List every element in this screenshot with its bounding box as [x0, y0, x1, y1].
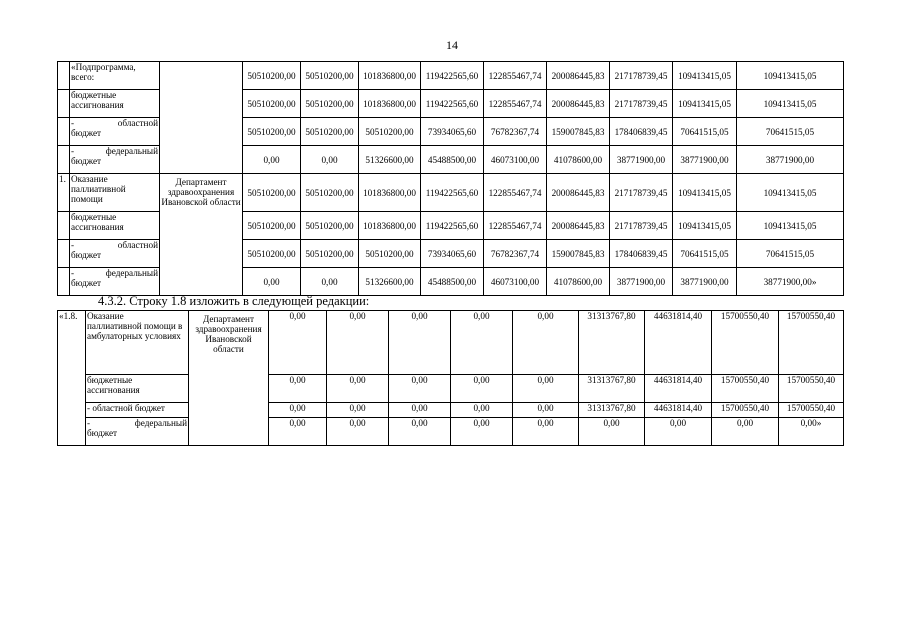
- row-number: [58, 62, 70, 90]
- value-cell: 0,00: [712, 418, 779, 446]
- row-number: 1.: [58, 174, 70, 212]
- value-cell: 122855467,74: [484, 62, 547, 90]
- value-cell: 0,00: [301, 146, 359, 174]
- row-number: [58, 90, 70, 118]
- row-name-dash: -: [71, 240, 75, 250]
- value-cell: 109413415,05: [737, 62, 844, 90]
- value-cell: 76782367,74: [484, 118, 547, 146]
- value-cell: 119422565,60: [421, 212, 484, 240]
- value-cell: 38771900,00»: [737, 268, 844, 296]
- value-cell: 70641515,05: [673, 118, 737, 146]
- value-cell: 41078600,00: [547, 268, 610, 296]
- table-row: [58, 62, 844, 90]
- row-name-text: Оказание паллиативной помощи: [71, 174, 126, 204]
- row-name: [70, 240, 160, 268]
- department-cell: Департамент здравоохранения Ивановской области: [160, 174, 243, 296]
- value-cell: 109413415,05: [737, 90, 844, 118]
- row-number: «1.8.: [58, 311, 86, 446]
- value-cell: 41078600,00: [547, 146, 610, 174]
- table-row: [58, 375, 844, 403]
- value-cell: 38771900,00: [737, 146, 844, 174]
- row-name-word: федеральный: [105, 146, 158, 156]
- value-cell: 73934065,60: [421, 240, 484, 268]
- row-name-line: [71, 146, 158, 156]
- value-cell: 119422565,60: [421, 90, 484, 118]
- value-cell: 50510200,00: [243, 174, 301, 212]
- table-row: [58, 311, 844, 375]
- row-name: [86, 375, 189, 403]
- row-name-rest: бюджет: [71, 128, 102, 138]
- row-number: [58, 118, 70, 146]
- value-cell: 0,00: [269, 375, 327, 403]
- value-cell: 15700550,40: [779, 375, 844, 403]
- value-cell: 109413415,05: [673, 174, 737, 212]
- row-name-text: бюджетные ассигнования: [71, 212, 124, 232]
- value-cell: 70641515,05: [673, 240, 737, 268]
- value-cell: 50510200,00: [359, 240, 421, 268]
- value-cell: 0,00: [451, 375, 513, 403]
- row-name: [86, 311, 189, 375]
- value-cell: 200086445,83: [547, 212, 610, 240]
- value-cell: 50510200,00: [243, 62, 301, 90]
- value-cell: 178406839,45: [610, 240, 673, 268]
- budget-table-row-1-8: [57, 310, 844, 446]
- row-name-dash: -: [71, 268, 75, 278]
- row-name-first: Оказание: [87, 311, 124, 321]
- value-cell: 0,00: [269, 403, 327, 418]
- value-cell: 0,00: [327, 418, 389, 446]
- row-name-text: бюджетные ассигнования: [71, 90, 124, 110]
- value-cell: 178406839,45: [610, 118, 673, 146]
- row-name: [70, 62, 160, 90]
- value-cell: 217178739,45: [610, 174, 673, 212]
- value-cell: 15700550,40: [712, 375, 779, 403]
- value-cell: 45488500,00: [421, 268, 484, 296]
- value-cell: 101836800,00: [359, 90, 421, 118]
- value-cell: 38771900,00: [610, 146, 673, 174]
- row-name-word: федеральный: [134, 418, 187, 428]
- value-cell: 0,00: [243, 146, 301, 174]
- value-cell: 31313767,80: [579, 403, 645, 418]
- value-cell: 0,00: [513, 403, 579, 418]
- value-cell: 44631814,40: [645, 403, 712, 418]
- value-cell: 101836800,00: [359, 174, 421, 212]
- value-cell: 50510200,00: [243, 118, 301, 146]
- value-cell: 15700550,40: [712, 403, 779, 418]
- value-cell: 0,00: [513, 418, 579, 446]
- value-cell: 45488500,00: [421, 146, 484, 174]
- table-row: [58, 174, 844, 212]
- row-name-word: областной: [117, 240, 158, 250]
- value-cell: 217178739,45: [610, 212, 673, 240]
- row-name-line: [87, 418, 187, 428]
- row-name-rest: паллиативной помощи в амбулаторных условиях: [87, 321, 183, 341]
- row-name-line: [71, 268, 158, 278]
- row-name-dash: -: [71, 118, 75, 128]
- row-name-text: - областной бюджет: [87, 403, 165, 413]
- value-cell: 51326600,00: [359, 146, 421, 174]
- row-name-word: областной: [117, 118, 158, 128]
- row-name-line: [71, 118, 158, 128]
- row-name-word: федеральный: [105, 268, 158, 278]
- row-name: [86, 418, 189, 446]
- value-cell: 0,00»: [779, 418, 844, 446]
- value-cell: 50510200,00: [359, 118, 421, 146]
- value-cell: 0,00: [301, 268, 359, 296]
- value-cell: 31313767,80: [579, 375, 645, 403]
- value-cell: 109413415,05: [737, 212, 844, 240]
- value-cell: 44631814,40: [645, 375, 712, 403]
- value-cell: 217178739,45: [610, 90, 673, 118]
- row-name: [70, 268, 160, 296]
- row-name-rest: бюджет: [71, 278, 102, 288]
- value-cell: 51326600,00: [359, 268, 421, 296]
- value-cell: 119422565,60: [421, 174, 484, 212]
- value-cell: 0,00: [451, 418, 513, 446]
- value-cell: 50510200,00: [243, 212, 301, 240]
- value-cell: 38771900,00: [610, 268, 673, 296]
- department-cell-empty: [160, 62, 243, 174]
- row-name: [86, 403, 189, 418]
- value-cell: 46073100,00: [484, 146, 547, 174]
- value-cell: 159007845,83: [547, 240, 610, 268]
- value-cell: 0,00: [327, 403, 389, 418]
- row-name-text: «Подпрограмма, всего:: [71, 62, 136, 82]
- value-cell: 0,00: [389, 418, 451, 446]
- value-cell: 122855467,74: [484, 212, 547, 240]
- row-name: [70, 174, 160, 212]
- value-cell: 0,00: [389, 403, 451, 418]
- value-cell: 101836800,00: [359, 212, 421, 240]
- row-number: [58, 268, 70, 296]
- value-cell: 0,00: [389, 311, 451, 375]
- value-cell: 50510200,00: [301, 62, 359, 90]
- value-cell: 73934065,60: [421, 118, 484, 146]
- value-cell: 50510200,00: [301, 240, 359, 268]
- value-cell: 0,00: [513, 375, 579, 403]
- row-name-rest: бюджет: [71, 156, 102, 166]
- value-cell: 50510200,00: [301, 212, 359, 240]
- row-number: [58, 240, 70, 268]
- value-cell: 122855467,74: [484, 90, 547, 118]
- row-number: [58, 212, 70, 240]
- department-cell: Департамент здравоохранения Ивановской области: [189, 311, 269, 446]
- row-name: [70, 90, 160, 118]
- value-cell: 31313767,80: [579, 311, 645, 375]
- value-cell: 50510200,00: [301, 174, 359, 212]
- value-cell: 0,00: [579, 418, 645, 446]
- budget-table-subprogram: [57, 61, 844, 296]
- value-cell: 109413415,05: [673, 212, 737, 240]
- table-row: [58, 403, 844, 418]
- value-cell: 15700550,40: [779, 311, 844, 375]
- value-cell: 50510200,00: [243, 240, 301, 268]
- row-number: [58, 146, 70, 174]
- row-name: [70, 118, 160, 146]
- value-cell: 46073100,00: [484, 268, 547, 296]
- table-row: [58, 418, 844, 446]
- row-name-dash: -: [87, 418, 91, 428]
- value-cell: 50510200,00: [243, 90, 301, 118]
- value-cell: 122855467,74: [484, 174, 547, 212]
- row-name-text: бюджетные ассигнования: [87, 375, 140, 395]
- value-cell: 0,00: [645, 418, 712, 446]
- value-cell: 15700550,40: [712, 311, 779, 375]
- value-cell: 109413415,05: [673, 90, 737, 118]
- value-cell: 0,00: [269, 311, 327, 375]
- row-name-dash: -: [71, 146, 75, 156]
- value-cell: 0,00: [389, 375, 451, 403]
- page-number: 14: [446, 38, 458, 52]
- value-cell: 0,00: [451, 403, 513, 418]
- value-cell: 38771900,00: [673, 268, 737, 296]
- row-name-rest: бюджет: [71, 250, 102, 260]
- value-cell: 0,00: [327, 311, 389, 375]
- value-cell: 109413415,05: [673, 62, 737, 90]
- value-cell: 0,00: [243, 268, 301, 296]
- value-cell: 0,00: [513, 311, 579, 375]
- value-cell: 15700550,40: [779, 403, 844, 418]
- row-name-rest: бюджет: [87, 428, 118, 438]
- value-cell: 109413415,05: [737, 174, 844, 212]
- value-cell: 159007845,83: [547, 118, 610, 146]
- value-cell: 70641515,05: [737, 240, 844, 268]
- value-cell: 50510200,00: [301, 90, 359, 118]
- value-cell: 0,00: [269, 418, 327, 446]
- value-cell: 119422565,60: [421, 62, 484, 90]
- value-cell: 76782367,74: [484, 240, 547, 268]
- value-cell: 70641515,05: [737, 118, 844, 146]
- value-cell: 0,00: [327, 375, 389, 403]
- section-heading: 4.3.2. Строку 1.8 изложить в следующей редакции:: [98, 294, 370, 308]
- value-cell: 200086445,83: [547, 62, 610, 90]
- value-cell: 200086445,83: [547, 90, 610, 118]
- row-name: [70, 212, 160, 240]
- value-cell: 44631814,40: [645, 311, 712, 375]
- value-cell: 0,00: [451, 311, 513, 375]
- value-cell: 200086445,83: [547, 174, 610, 212]
- value-cell: 101836800,00: [359, 62, 421, 90]
- value-cell: 38771900,00: [673, 146, 737, 174]
- row-name: [70, 146, 160, 174]
- value-cell: 217178739,45: [610, 62, 673, 90]
- row-name-line: [71, 240, 158, 250]
- value-cell: 50510200,00: [301, 118, 359, 146]
